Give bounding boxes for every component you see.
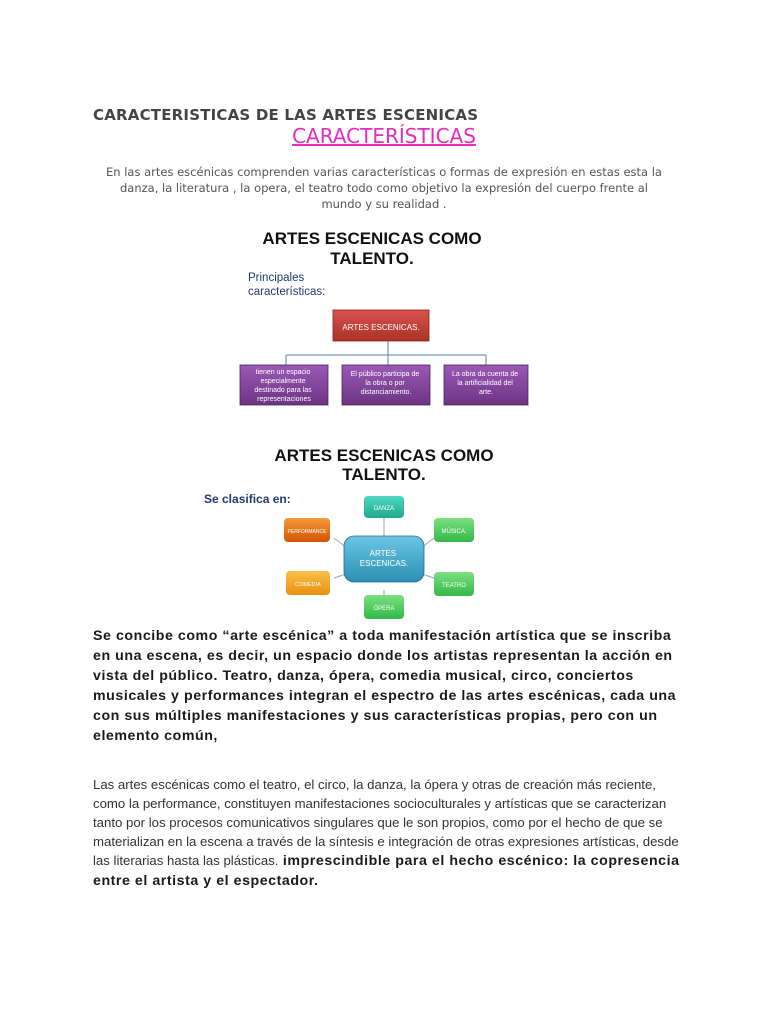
figure2-node-danza [364, 496, 404, 518]
document-heading: CARACTERISTICAS DE LAS ARTES ESCENICAS [93, 106, 479, 124]
figure1-root-box [333, 310, 429, 341]
figure2-node-performance-label: PERFORMANCE [287, 529, 327, 535]
figure2-center-node [344, 536, 424, 582]
figure1-child1-line4: representaciones [257, 396, 311, 403]
figure2-node-teatro [434, 572, 474, 596]
figure1-child-box-2 [342, 365, 430, 405]
figure2-subtitle: Se clasifica en: [204, 492, 291, 506]
section-subheading: CARACTERÍSTICAS [292, 124, 476, 148]
figure-classification-diagram [184, 440, 584, 626]
figure1-child1-line3: destinado para las [254, 387, 312, 394]
figure2-node-musica-label: MÚSICA. [441, 529, 467, 535]
figure1-child-box-1 [240, 365, 328, 405]
figure2-node-teatro-label: TEATRO [442, 583, 466, 589]
figure1-title-line2: TALENTO. [330, 249, 414, 268]
paragraph-characteristics-bold: imprescindible para el hecho escénico: la copresencia entre el artista y el espectador. [93, 853, 680, 889]
figure2-node-performance [284, 518, 330, 542]
figure-characteristics-diagram [238, 222, 534, 410]
figure2-node-opera-label: ÓPERA [373, 606, 395, 612]
figure1-child2-line1: El público participa de [350, 371, 420, 378]
figure2-center-line1: ARTES [369, 549, 397, 558]
figure2-title-line2: TALENTO. [342, 465, 426, 484]
figure2-node-danza-label: DANZA [373, 506, 395, 512]
figure1-subtitle-line1: Principales [248, 272, 305, 284]
figure1-connectors [286, 341, 486, 365]
figure1-child1-line2: especialmente [260, 378, 306, 385]
figure1-child3-line3: arte. [478, 389, 494, 396]
figure1-child1-line1: tienen un espacio [255, 369, 311, 376]
figure2-node-comedia [286, 571, 330, 595]
figure1-child3-line2: la artificialidad del [457, 380, 513, 387]
figure1-child-box-3 [444, 365, 528, 405]
figure1-root-label: ARTES ESCENICAS. [342, 323, 420, 332]
paragraph-definition: Se concibe como “arte escénica” a toda manifestación artística que se inscriba en una escena, es decir, un espacio donde los artistas representan la acción en vista del público. Teatro, danza, ópera, comedia musical, circo, conciertos musicales y performances integran el espectro de las artes escénicas, cada una con sus múltiples manifestaciones y sus características propias, pero con un elemento común, [93, 628, 677, 744]
figure2-node-musica [434, 518, 474, 542]
figure1-child3-line1: La obra da cuenta de [451, 371, 519, 378]
figure2-node-opera [364, 595, 404, 619]
paragraph-characteristics [93, 775, 683, 891]
figure2-title-line1: ARTES ESCENICAS COMO [274, 446, 494, 465]
figure1-title-line1: ARTES ESCENICAS COMO [262, 229, 482, 248]
figure1-child2-line2: la obra o por [365, 380, 405, 387]
figure2-center-line2: ESCENICAS. [359, 559, 409, 568]
figure1-subtitle-line2: características: [248, 286, 326, 298]
figure2-node-comedia-label: COMEDIA [295, 582, 321, 588]
intro-paragraph: En las artes escénicas comprenden varias características o formas de expresión en estas esta la danza, la literatura , la opera, el teatro todo como objetivo la expresión del cuerpo frente al mundo y su realidad . [106, 165, 662, 211]
paragraph-characteristics-regular: Las artes escénicas como el teatro, el circo, la danza, la ópera y otras de creación más reciente, como la performance, constituyen manifestaciones socioculturales y artísticas que se caracterizan tanto por los procesos comunicativos singulares que le son propios, como por el hecho de que se materializan en la escena a través de la síntesis e integración de otras expresiones artísticas, desde las literarias hasta las plásticas. [93, 777, 679, 868]
figure1-child2-line3: distanciamiento. [360, 389, 412, 396]
